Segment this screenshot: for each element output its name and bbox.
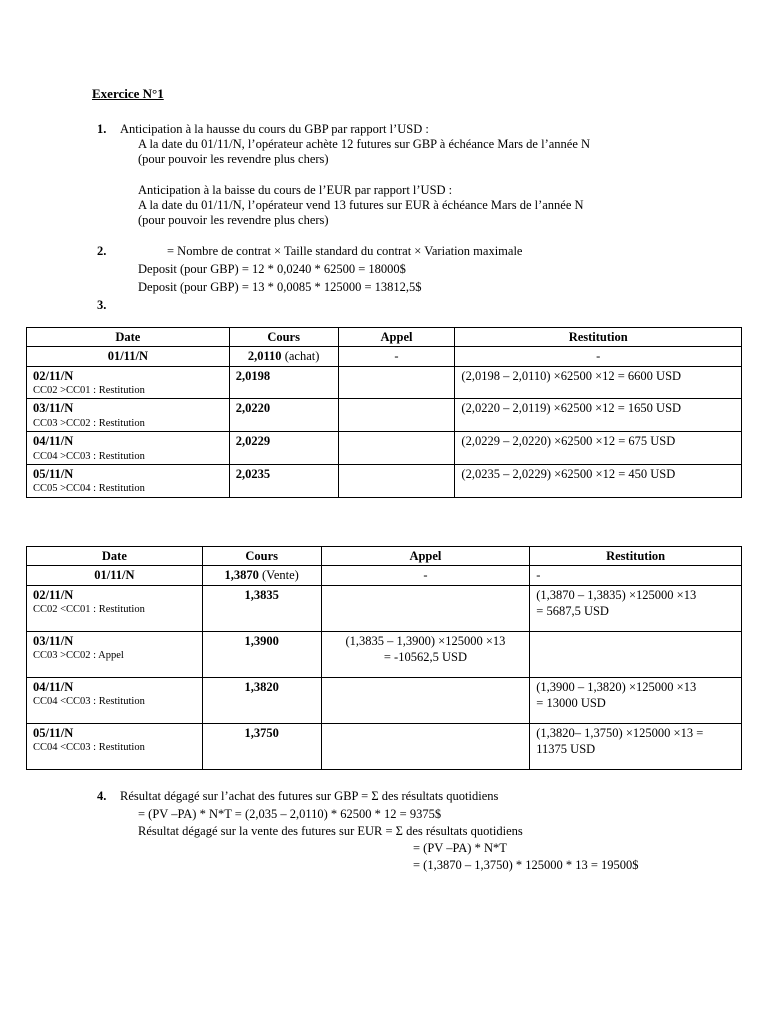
q1-number: 1. [97,122,107,136]
header-appel: Appel [338,328,455,347]
appel-cell [338,366,455,399]
q3-number: 3. [97,298,107,312]
cours-cell: 2,0198 [229,366,338,399]
table-row [27,465,742,498]
cours-cell: 2,0220 [229,399,338,432]
q2-line2: Deposit (pour GBP) = 12 * 0,0240 * 62500 = 18000$ [138,262,406,276]
q1-line2: A la date du 01/11/N, l’opérateur achète 12 futures sur GBP à échéance Mars de l’année N [138,137,591,151]
gbp-futures-table [26,327,742,498]
table-row [27,631,742,677]
header-date: Date [27,547,203,566]
date-cell: 03/11/N CC03 >CC02 : Appel [27,631,203,677]
appel-cell [321,677,530,723]
restitution-cell: - [530,566,742,585]
appel-cell: - [321,566,530,585]
table-row [27,677,742,723]
date-cell: 05/11/N CC05 >CC04 : Restitution [27,465,230,498]
restitution-cell: (1,3870 – 1,3835) ×125000 ×13 = 5687,5 USD [530,585,742,631]
table-row [27,566,742,585]
appel-cell [338,432,455,465]
table-row [27,399,742,432]
table-row [27,347,742,366]
restitution-cell: (1,3820– 1,3750) ×125000 ×13 = 11375 USD [530,723,742,769]
table-header-row [27,328,742,347]
restitution-cell: (2,0235 – 2,0229) ×62500 ×12 = 450 USD [455,465,742,498]
q1-line4: Anticipation à la baisse du cours de l’EUR par rapport l’USD : [138,183,453,197]
table-row [27,585,742,631]
header-restitution: Restitution [530,547,742,566]
restitution-cell: (2,0229 – 2,0220) ×62500 ×12 = 675 USD [455,432,742,465]
q4-line4: = (PV –PA) * N*T [413,841,507,855]
q2-line1: = Nombre de contrat × Taille standard du contrat × Variation maximale [167,244,523,258]
header-appel: Appel [321,547,530,566]
cours-cell: 1,3870 (Vente) [202,566,321,585]
appel-cell [321,585,530,631]
table-row [27,432,742,465]
date-cell: 02/11/N CC02 >CC01 : Restitution [27,366,230,399]
eur-futures-table [26,546,742,770]
cours-cell: 2,0235 [229,465,338,498]
exercise-title: Exercice N°1 [92,86,164,101]
q2-number: 2. [97,244,107,258]
table-header-row [27,547,742,566]
table-row [27,366,742,399]
q2-line3: Deposit (pour GBP) = 13 * 0,0085 * 125000 = 13812,5$ [138,280,422,294]
restitution-cell: (2,0220 – 2,0119) ×62500 ×12 = 1650 USD [455,399,742,432]
cours-cell: 1,3835 [202,585,321,631]
q1-line5: A la date du 01/11/N, l’opérateur vend 13 futures sur EUR à échéance Mars de l’année N [138,198,584,212]
header-date: Date [27,328,230,347]
header-cours: Cours [229,328,338,347]
q1-line6: (pour pouvoir les revendre plus chers) [138,213,329,227]
restitution-cell [530,631,742,677]
q1-line3: (pour pouvoir les revendre plus chers) [138,152,329,166]
cours-cell: 1,3750 [202,723,321,769]
q4-line5: = (1,3870 – 1,3750) * 125000 * 13 = 19500$ [413,858,639,872]
appel-cell: - [338,347,455,366]
q4-line3: Résultat dégagé sur la vente des futures sur EUR = Σ des résultats quotidiens [138,824,523,838]
q4-line2: = (PV –PA) * N*T = (2,035 – 2,0110) * 62500 * 12 = 9375$ [138,807,442,821]
appel-cell: (1,3835 – 1,3900) ×125000 ×13 = -10562,5 USD [321,631,530,677]
date-cell: 04/11/N CC04 >CC03 : Restitution [27,432,230,465]
restitution-cell: (1,3900 – 1,3820) ×125000 ×13 = 13000 USD [530,677,742,723]
table-row [27,723,742,769]
cours-cell: 1,3820 [202,677,321,723]
date-cell: 01/11/N [27,347,230,366]
cours-cell: 2,0110 (achat) [229,347,338,366]
header-cours: Cours [202,547,321,566]
header-restitution: Restitution [455,328,742,347]
date-cell: 03/11/N CC03 >CC02 : Restitution [27,399,230,432]
restitution-cell: - [455,347,742,366]
cours-cell: 2,0229 [229,432,338,465]
restitution-cell: (2,0198 – 2,0110) ×62500 ×12 = 6600 USD [455,366,742,399]
date-cell: 04/11/N CC04 <CC03 : Restitution [27,677,203,723]
date-cell: 01/11/N [27,566,203,585]
q4-line1: Résultat dégagé sur l’achat des futures sur GBP = Σ des résultats quotidiens [120,789,499,803]
date-cell: 02/11/N CC02 <CC01 : Restitution [27,585,203,631]
date-cell: 05/11/N CC04 <CC03 : Restitution [27,723,203,769]
appel-cell [321,723,530,769]
appel-cell [338,399,455,432]
q1-line1: Anticipation à la hausse du cours du GBP par rapport l’USD : [120,122,429,136]
q4-number: 4. [97,789,107,803]
appel-cell [338,465,455,498]
cours-cell: 1,3900 [202,631,321,677]
